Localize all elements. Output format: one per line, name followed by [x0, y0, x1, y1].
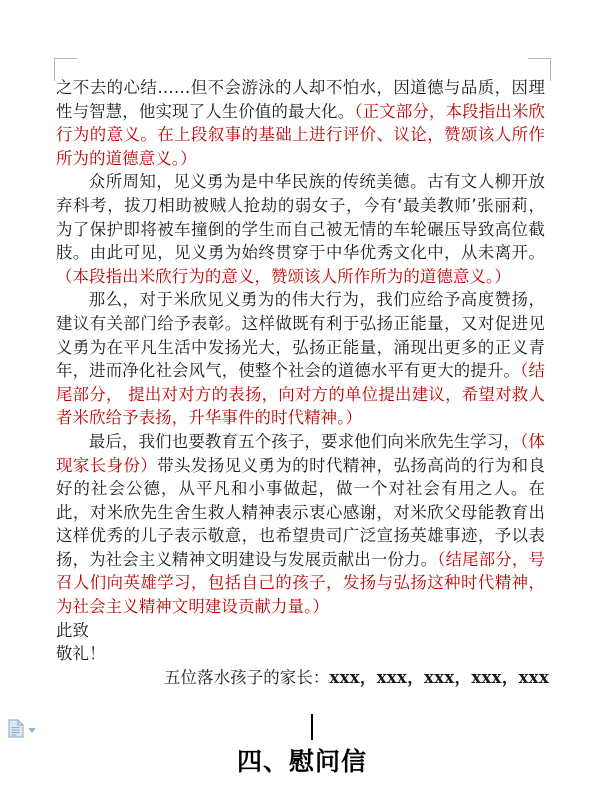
signature-names: xxx，xxx，xxx，xxx，xxx: [329, 667, 550, 687]
annotation-run-red: （体现家长身份）: [56, 431, 545, 475]
text-run-black: 最后，我们也要教育五个孩子，要求他们向米欣先生学习，: [88, 431, 521, 451]
annotation-run-red: （结尾部分，号召人们向英雄学习，包括自己的孩子，发扬与弘扬这种时代精神，为社会主义精神文明建设贡献力量。）: [56, 549, 545, 617]
text-run-black: 那么，对于米欣见义勇为的伟大行为，我们应给予高度赞扬，建议有关部门给予表彰。这样做既有利于弘扬正能量，又对促进见义勇为在平凡生活中发扬光大，弘扬正能量，涌现出更多的正义青年，进而净化社会风气，使整个社会的道德水平有更大的提升。: [56, 290, 545, 381]
text-run-black: 众所周知，见义勇为是中华民族的传统美德。古有文人柳开放弃科考，拔刀相助被贼人抢劫的弱女子，今有‘最美教师’张丽莉，为了保护即将被车撞倒的学生而自己被无情的车轮碾压导致高位截肢。由此可见，见义勇为始终贯穿于中华优秀文化中，从未离开。: [56, 172, 545, 263]
text-run-black: 之不去的心结……但不会游泳的人却不怕水，因道德与品质，因理性与智慧，他实现了人生价值的最大化。: [56, 78, 545, 121]
annotation-run-red: （本段指出米欣行为的意义，赞颂该人所作所为的道德意义。）: [56, 266, 511, 286]
section-heading[interactable]: 四、慰问信: [236, 747, 367, 776]
signature-label: 五位落水孩子的家长：: [164, 667, 330, 687]
paragraph-2[interactable]: [56, 170, 545, 288]
paste-options-widget[interactable]: [8, 719, 36, 742]
chevron-down-icon[interactable]: [28, 728, 36, 733]
signature-line[interactable]: [56, 666, 550, 690]
paragraph-1[interactable]: [56, 76, 545, 170]
paragraph-4[interactable]: [56, 430, 545, 619]
document-text-body[interactable]: [56, 76, 550, 689]
closing-cizhi[interactable]: 此致: [56, 620, 90, 640]
text-caret: [311, 714, 313, 740]
paragraph-3[interactable]: [56, 288, 545, 430]
annotation-run-red: （正文部分，本段指出米欣行为的意义。在上段叙事的基础上进行评价、议论，赞颂该人所作所为的道德意义。）: [56, 101, 545, 168]
paste-options-icon[interactable]: [8, 719, 25, 742]
text-run-black: 带头发扬见义勇为的时代精神，弘扬高尚的行为和良好的社会公德，从平凡和小事做起，做一个对社会有用之人。在此，对米欣先生舍生救人精神表示衷心感谢，对米欣父母能教育出这样优秀的儿子表示敬意，也希望贵司广泛宣扬英雄事迹，予以表扬，为社会主义精神文明建设与发展贡献出一份力。: [56, 455, 545, 569]
annotation-run-red: （结尾部分， 提出对对方的表扬，向对方的单位提出建议，希望对救人者米欣给予表扬，升华事件的时代精神。）: [56, 361, 545, 428]
closing-jingli[interactable]: 敬礼！: [56, 644, 106, 664]
